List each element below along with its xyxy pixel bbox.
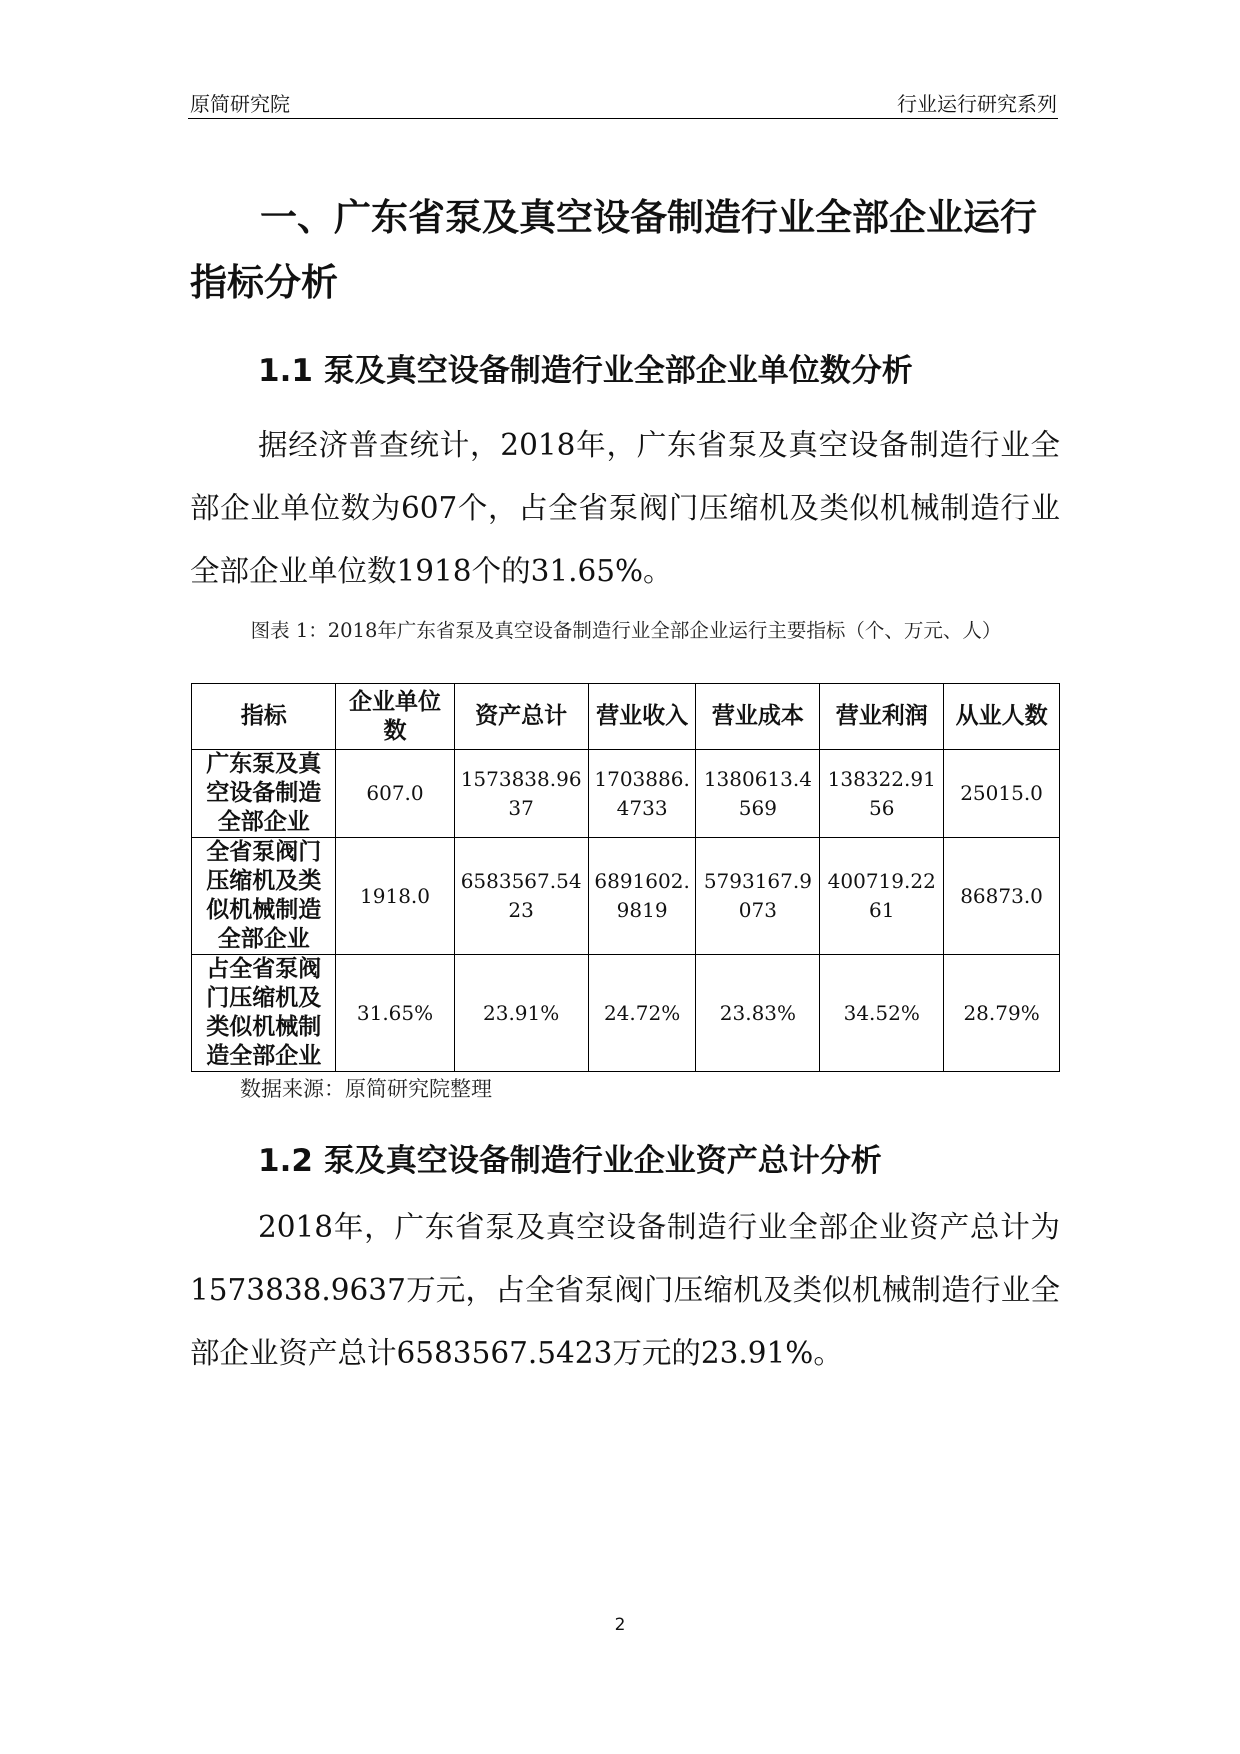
table-cell: 6583567.5423 bbox=[454, 838, 588, 955]
table-cell: 23.83% bbox=[696, 955, 820, 1072]
table-header-row bbox=[192, 684, 1060, 750]
table-cell: 28.79% bbox=[944, 955, 1060, 1072]
subsection-title-1-2: 1.2 泵及真空设备制造行业企业资产总计分析 bbox=[258, 1143, 882, 1179]
table-header-cell: 资产总计 bbox=[454, 684, 588, 750]
page-number: 2 bbox=[614, 1615, 626, 1635]
table-row bbox=[192, 750, 1060, 838]
table-cell: 400719.2261 bbox=[820, 838, 944, 955]
indicator-table bbox=[191, 683, 1060, 1072]
table-header-cell: 营业利润 bbox=[820, 684, 944, 750]
table-cell: 6891602.9819 bbox=[588, 838, 696, 955]
paragraph-1-1: 据经济普查统计，2018年，广东省泵及真空设备制造行业全部企业单位数为607个，占全省泵阀门压缩机及类似机械制造行业全部企业单位数1918个的31.65%。 bbox=[190, 428, 1060, 588]
table-cell: 34.52% bbox=[820, 955, 944, 1072]
table-header-cell: 企业单位数 bbox=[336, 684, 454, 750]
table-cell: 1573838.9637 bbox=[454, 750, 588, 838]
table-cell: 607.0 bbox=[336, 750, 454, 838]
row-label: 广东泵及真空设备制造全部企业 bbox=[192, 750, 336, 838]
table-header-cell: 指标 bbox=[192, 684, 336, 750]
table-header-cell: 营业成本 bbox=[696, 684, 820, 750]
table-cell: 1703886.4733 bbox=[588, 750, 696, 838]
table-row bbox=[192, 838, 1060, 955]
table-row bbox=[192, 955, 1060, 1072]
table-cell: 138322.9156 bbox=[820, 750, 944, 838]
table-cell: 24.72% bbox=[588, 955, 696, 1072]
table-cell: 86873.0 bbox=[944, 838, 1060, 955]
table-cell: 25015.0 bbox=[944, 750, 1060, 838]
table-header-cell: 从业人数 bbox=[944, 684, 1060, 750]
header-left: 原简研究院 bbox=[190, 92, 290, 116]
table-cell: 1918.0 bbox=[336, 838, 454, 955]
table-cell: 23.91% bbox=[454, 955, 588, 1072]
section-title: 一、广东省泵及真空设备制造行业全部企业运行指标分析 bbox=[190, 196, 1037, 304]
table-header-cell: 营业收入 bbox=[588, 684, 696, 750]
paragraph-1-2: 2018年，广东省泵及真空设备制造行业全部企业资产总计为1573838.9637万元，占全省泵阀门压缩机及类似机械制造行业全部企业资产总计6583567.5423万元的23.91%。 bbox=[190, 1210, 1060, 1370]
table-caption: 图表 1：2018年广东省泵及真空设备制造行业全部企业运行主要指标（个、万元、人） bbox=[250, 619, 1002, 642]
table-cell: 1380613.4569 bbox=[696, 750, 820, 838]
table-cell: 5793167.9073 bbox=[696, 838, 820, 955]
table-source: 数据来源：原简研究院整理 bbox=[240, 1077, 492, 1101]
header-rule bbox=[188, 118, 1058, 119]
subsection-title-1-1: 1.1 泵及真空设备制造行业全部企业单位数分析 bbox=[258, 353, 913, 389]
row-label: 全省泵阀门压缩机及类似机械制造全部企业 bbox=[192, 838, 336, 955]
header-right: 行业运行研究系列 bbox=[897, 92, 1057, 116]
table-cell: 31.65% bbox=[336, 955, 454, 1072]
row-label: 占全省泵阀门压缩机及类似机械制造全部企业 bbox=[192, 955, 336, 1072]
